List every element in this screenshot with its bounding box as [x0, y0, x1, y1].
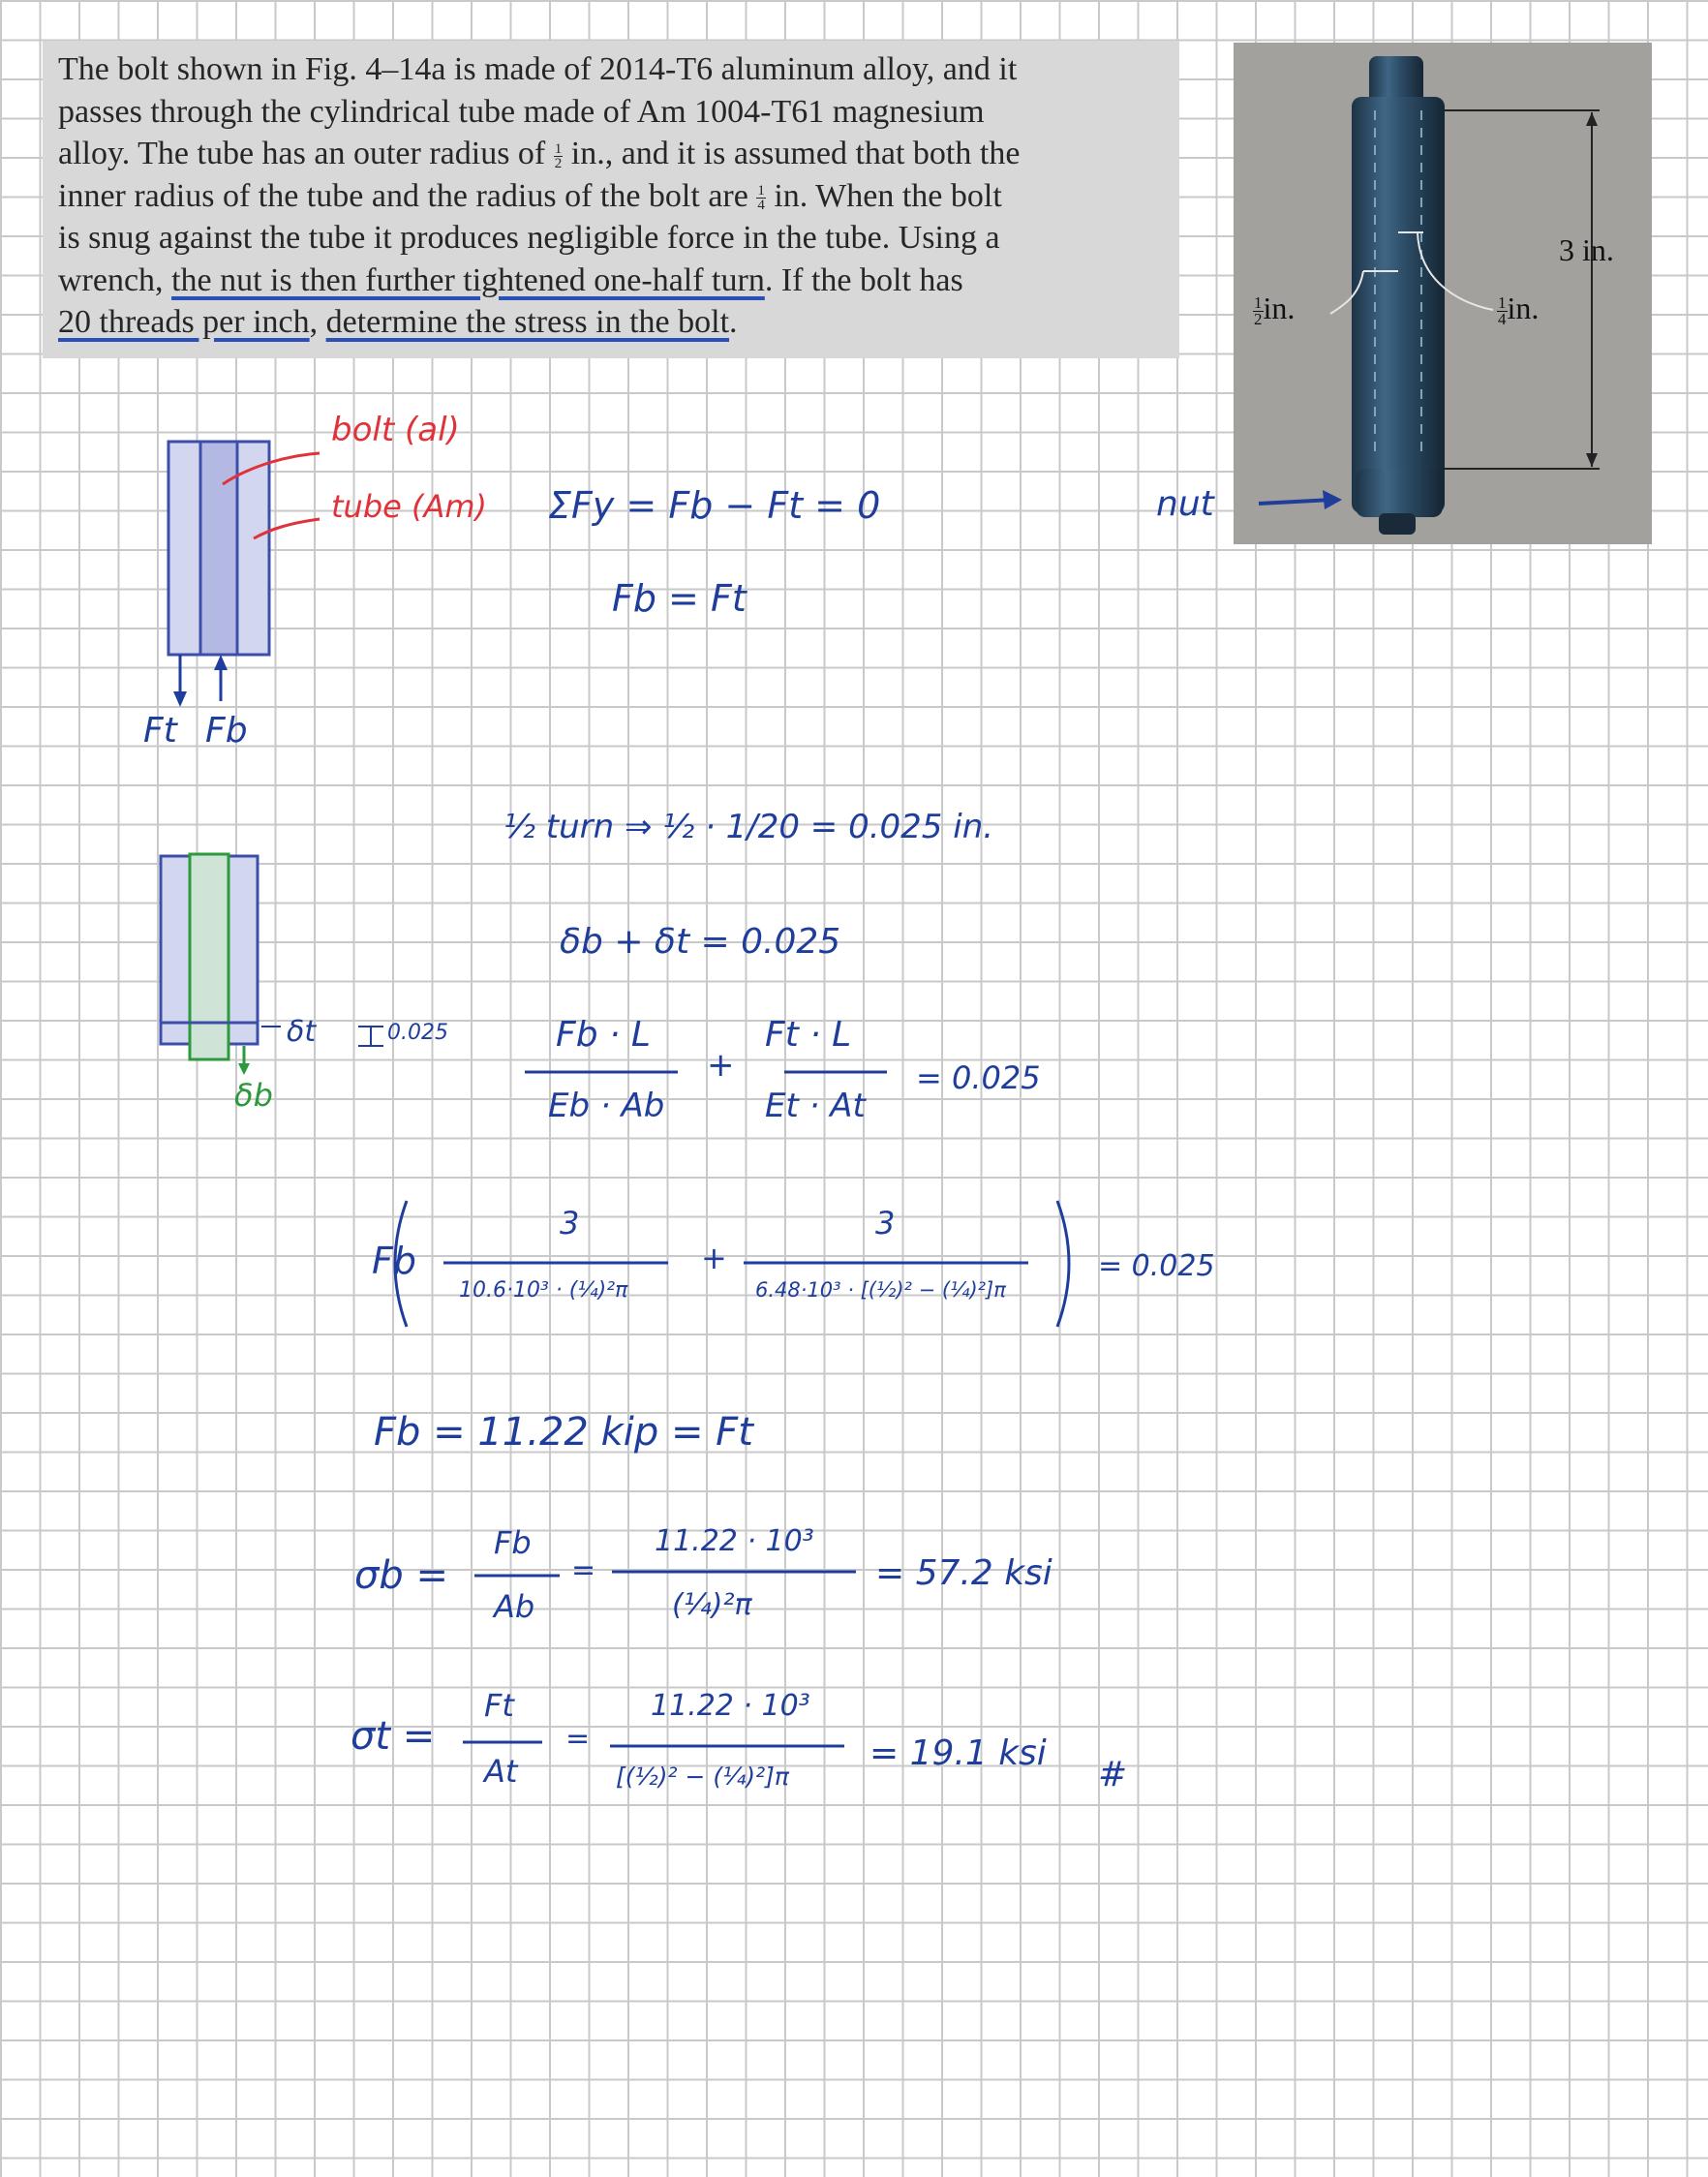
substitution-num2: 3 [875, 1205, 896, 1242]
length-label: 3 in. [1559, 232, 1614, 267]
problem-text: inner radius of the tube and the radius of the bolt are [58, 177, 757, 214]
sigma-b-denominator: (¼)²π [672, 1588, 752, 1622]
problem-text: in. When the bolt [765, 177, 1002, 214]
substitution-den1: 10.6·10³ · (¼)²π [459, 1278, 628, 1303]
tube-label: tube (Am) [331, 488, 488, 525]
inner-radius-label: $\frac{1}{4}$ in. [1498, 291, 1540, 329]
underlined-text: the nut is then further tightened one-half turn [171, 261, 765, 298]
problem-text: wrench, [58, 261, 172, 298]
problem-line: The bolt shown in Fig. 4–14a is made of 2014-T6 aluminum alloy, and it [58, 51, 1018, 87]
bolt-sketch [200, 442, 237, 655]
sigma-t-numerator: 11.22 · 10³ [651, 1689, 810, 1723]
substitution-plus: + [701, 1240, 727, 1276]
force-result: Fb = 11.22 kip = Ft [374, 1410, 753, 1455]
tube-deformation-denominator: Et · At [765, 1087, 866, 1125]
delta-b-label: δb [234, 1077, 273, 1114]
substitution-rhs: = 0.025 [1098, 1249, 1215, 1283]
bolt-deformation-numerator: Fb · L [556, 1015, 651, 1055]
problem-text: . If the bolt has [764, 261, 963, 298]
sigma-b-equals: = [571, 1553, 596, 1587]
ft-label: Ft [143, 711, 177, 751]
problem-text: , [309, 304, 326, 340]
fraction-half: $\frac{1}{2}$ [554, 140, 563, 171]
sigma-b-label: σb = [354, 1553, 448, 1598]
sigma-t-equals: = [565, 1722, 591, 1756]
substitution-fb: Fb [372, 1240, 416, 1282]
substitution-den2: 6.48·10³ · [(½)² − (¼)²]π [755, 1278, 1006, 1302]
sigma-t-denominator: [(½)² − (¼)²]π [616, 1763, 789, 1791]
plus-sign: + [707, 1046, 735, 1085]
underlined-text: 20 threads per inch [58, 304, 310, 340]
fb-label: Fb [205, 711, 248, 751]
fraction-quarter: $\frac{1}{4}$ [757, 183, 765, 214]
sigma-t-label: σt = [351, 1714, 436, 1759]
problem-line: is snug against the tube it produces negligible force in the tube. Using a [58, 220, 1000, 256]
compatibility-equation: δb + δt = 0.025 [560, 922, 841, 962]
delta-t-value: 0.025 [387, 1021, 448, 1045]
end-mark: # [1098, 1755, 1128, 1794]
outer-radius-label: $\frac{1}{2}$ in. [1254, 291, 1296, 329]
sigma-b-frac-den: Ab [494, 1588, 535, 1625]
force-equality: Fb = Ft [612, 577, 747, 620]
underlined-text: determine the stress in the bolt [325, 304, 730, 340]
problem-text: . [729, 304, 738, 340]
half-turn-calc: ½ turn ⇒ ½ · 1/20 = 0.025 in. [503, 808, 994, 846]
delta-t-label: δt [287, 1015, 317, 1049]
sigma-b-numerator: 11.22 · 10³ [655, 1524, 814, 1558]
sigma-t-frac-num: Ft [484, 1687, 514, 1724]
nut-arrow [1259, 500, 1332, 504]
sigma-b-result: = 57.2 ksi [875, 1553, 1052, 1593]
problem-line: passes through the cylindrical tube made of Am 1004-T61 magnesium [58, 93, 985, 130]
bolt-label: bolt (al) [331, 411, 460, 449]
problem-text: alloy. The tube has an outer radius of [58, 136, 554, 171]
problem-text: in., and it is assumed that both the [563, 136, 1021, 171]
sigma-t-frac-den: At [484, 1753, 518, 1790]
sigma-b-frac-num: Fb [494, 1524, 532, 1561]
equilibrium-equation: ΣFy = Fb − Ft = 0 [548, 484, 881, 527]
tube-deformation-numerator: Ft · L [765, 1015, 852, 1055]
compat-rhs: = 0.025 [916, 1059, 1041, 1096]
bolt-deformed-sketch [190, 854, 229, 1059]
sigma-t-result: = 19.1 ksi [869, 1733, 1047, 1773]
bolt-deformation-denominator: Eb · Ab [548, 1087, 665, 1125]
nut-label: nut [1156, 484, 1214, 524]
substitution-num1: 3 [560, 1205, 580, 1242]
